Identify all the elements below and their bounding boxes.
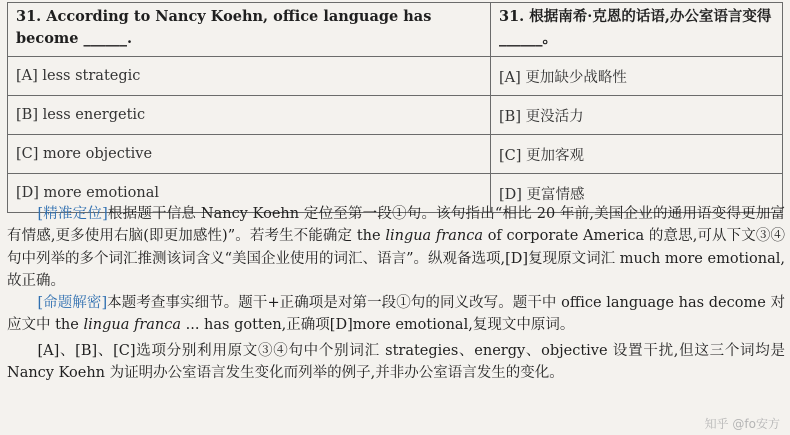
option-row-c [8,135,783,174]
option-b-chinese: [B] 更没活力 [491,96,783,135]
explanation-paragraph-distractors: [A]、[B]、[C]选项分别利用原文③④句中个别词汇 strategies、energy、objective 设置干扰,但这三个词均是 Nancy Koehn 为证明办公室语言发生变化而列举的例子,并非办公室语言发生的变化。 [7,342,785,382]
option-c-english: [C] more objective [8,135,491,174]
locate-text-part1: 根据题干信息 Nancy Koehn 定位至第一段①句。该句指出“相比 20 年前,美国企业的通用语变得更加富有情感,更多使用右脑(即更加感性)”。若考生不能确定 the [7,206,785,245]
explanation-paragraph-decode [7,292,785,337]
option-c-chinese: [C] 更加客观 [491,135,783,174]
explanation-paragraph-locate [7,203,785,292]
decode-text-part2: ... has gotten,正确项[D]more emotional,复现文中原词。 [181,317,575,334]
option-d-english: [D] more emotional [8,174,491,213]
option-row-a [8,57,783,96]
question-chinese: 31. 根据南希·克恩的话语,办公室语言变得______。 [491,3,783,57]
question-row [8,3,783,57]
locate-italic-term: lingua franca [385,228,483,245]
question-table [7,2,783,213]
decode-tag: [命题解密] [37,295,108,312]
decode-text-part1: 本题考查事实细节。题干+正确项是对第一段①句的同义改写。题干中 office language has decome 对应文中 the [7,295,785,334]
option-a-chinese: [A] 更加缺少战略性 [491,57,783,96]
explanation-block [7,203,785,384]
question-english: 31. According to Nancy Koehn, office language has become ______. [8,3,491,57]
option-b-english: [B] less energetic [8,96,491,135]
locate-tag: [精准定位] [37,206,108,222]
option-row-b [8,96,783,135]
decode-italic-term: lingua franca [83,317,182,334]
option-a-english: [A] less strategic [8,57,491,96]
locate-text-part2: of corporate America 的意思,可从下文③④句中列举的多个词汇推测该词含义“美国企业使用的词汇、语言”。纵观备选项,[D]复现原文词汇 much more emotional,故正确。 [7,228,785,289]
watermark: 知乎 @fo安方 [704,417,780,431]
option-d-chinese: [D] 更富情感 [491,174,783,213]
